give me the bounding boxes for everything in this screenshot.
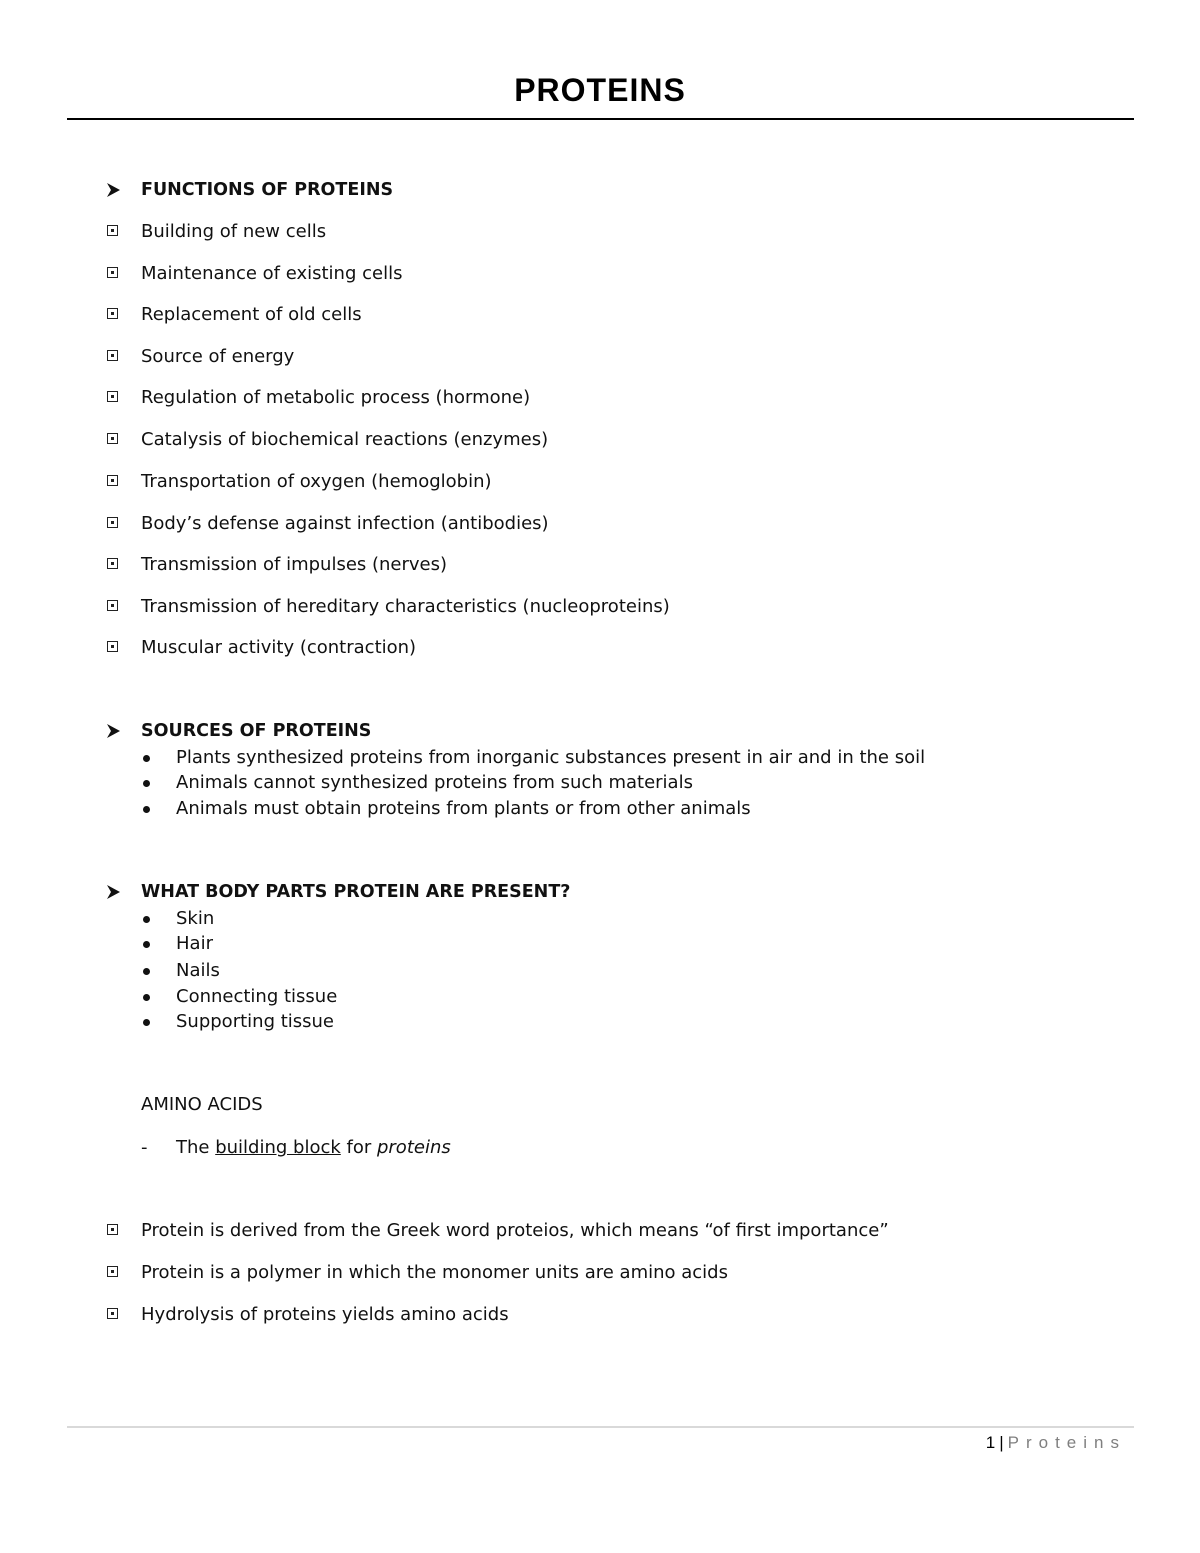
amino-acids-heading-text: AMINO ACIDS: [141, 1094, 263, 1115]
function-item-text: Building of new cells: [141, 221, 327, 242]
definition-prefix: The: [176, 1137, 216, 1158]
bullet-dot-icon: [143, 806, 150, 813]
bullet-dot-icon: [143, 968, 150, 975]
running-title: Proteins: [1007, 1433, 1126, 1452]
arrow-bullet-icon: [106, 180, 122, 200]
bullet-dot-icon: [143, 755, 150, 762]
page-footer: [986, 1432, 1126, 1454]
body-part-item-text: Supporting tissue: [176, 1011, 335, 1032]
arrow-bullet-icon: [106, 721, 122, 741]
checkbox-bullet-icon: [107, 600, 118, 611]
footer-rule: [67, 1426, 1134, 1428]
amino-acids-definition-text: [176, 1136, 451, 1160]
function-item-text: Maintenance of existing cells: [141, 263, 403, 284]
function-item-text: Replacement of old cells: [141, 304, 362, 325]
checkbox-bullet-icon: [107, 350, 118, 361]
checkbox-bullet-icon: [107, 1266, 118, 1277]
body-part-item-text: Connecting tissue: [176, 986, 338, 1007]
page-number: 1: [985, 1433, 996, 1452]
checkbox-bullet-icon: [107, 641, 118, 652]
checkbox-bullet-icon: [107, 267, 118, 278]
function-item-text: Source of energy: [141, 346, 295, 367]
page-title: PROTEINS: [514, 72, 686, 108]
body-part-item-text: Skin: [176, 908, 215, 929]
checkbox-bullet-icon: [107, 1308, 118, 1319]
function-item-text: Transportation of oxygen (hemoglobin): [141, 471, 492, 492]
bullet-dot-icon: [143, 1019, 150, 1026]
checkbox-bullet-icon: [107, 225, 118, 236]
function-item-text: Muscular activity (contraction): [141, 637, 417, 658]
source-item-text: Animals must obtain proteins from plants or from other animals: [176, 798, 751, 819]
bullet-dot-icon: [143, 994, 150, 1001]
bullet-dot-icon: [143, 941, 150, 948]
title-underline-rule: [67, 118, 1134, 120]
checkbox-bullet-icon: [107, 517, 118, 528]
fact-item-text: Protein is a polymer in which the monomer units are amino acids: [141, 1262, 728, 1283]
section-heading-text: FUNCTIONS OF PROTEINS: [141, 180, 394, 200]
body-part-item-text: Hair: [176, 933, 213, 954]
fact-item-text: Protein is derived from the Greek word proteios, which means “of first importance”: [141, 1220, 889, 1241]
body-part-item-text: Nails: [176, 960, 220, 981]
arrow-bullet-icon: [106, 882, 122, 902]
function-item-text: Catalysis of biochemical reactions (enzymes): [141, 429, 549, 450]
function-item-text: Regulation of metabolic process (hormone): [141, 387, 531, 408]
fact-item-text: Hydrolysis of proteins yields amino acids: [141, 1304, 509, 1325]
bullet-dot-icon: [143, 916, 150, 923]
definition-middle: for: [340, 1137, 377, 1158]
function-item-text: Body’s defense against infection (antibodies): [141, 513, 549, 534]
footer-separator: |: [999, 1433, 1004, 1452]
checkbox-bullet-icon: [107, 433, 118, 444]
checkbox-bullet-icon: [107, 475, 118, 486]
dash-bullet: -: [141, 1137, 148, 1158]
section-heading-text: WHAT BODY PARTS PROTEIN ARE PRESENT?: [141, 882, 571, 902]
checkbox-bullet-icon: [107, 308, 118, 319]
bullet-dot-icon: [143, 780, 150, 787]
checkbox-bullet-icon: [107, 391, 118, 402]
source-item-text: Animals cannot synthesized proteins from such materials: [176, 772, 693, 793]
definition-underlined-term: building block: [215, 1137, 341, 1158]
section-heading-text: SOURCES OF PROTEINS: [141, 721, 372, 741]
source-item-text: Plants synthesized proteins from inorganic substances present in air and in the soil: [176, 747, 926, 768]
function-item-text: Transmission of hereditary characteristics (nucleoproteins): [141, 596, 670, 617]
checkbox-bullet-icon: [107, 558, 118, 569]
function-item-text: Transmission of impulses (nerves): [141, 554, 448, 575]
checkbox-bullet-icon: [107, 1224, 118, 1235]
definition-italic-term: proteins: [376, 1137, 451, 1158]
